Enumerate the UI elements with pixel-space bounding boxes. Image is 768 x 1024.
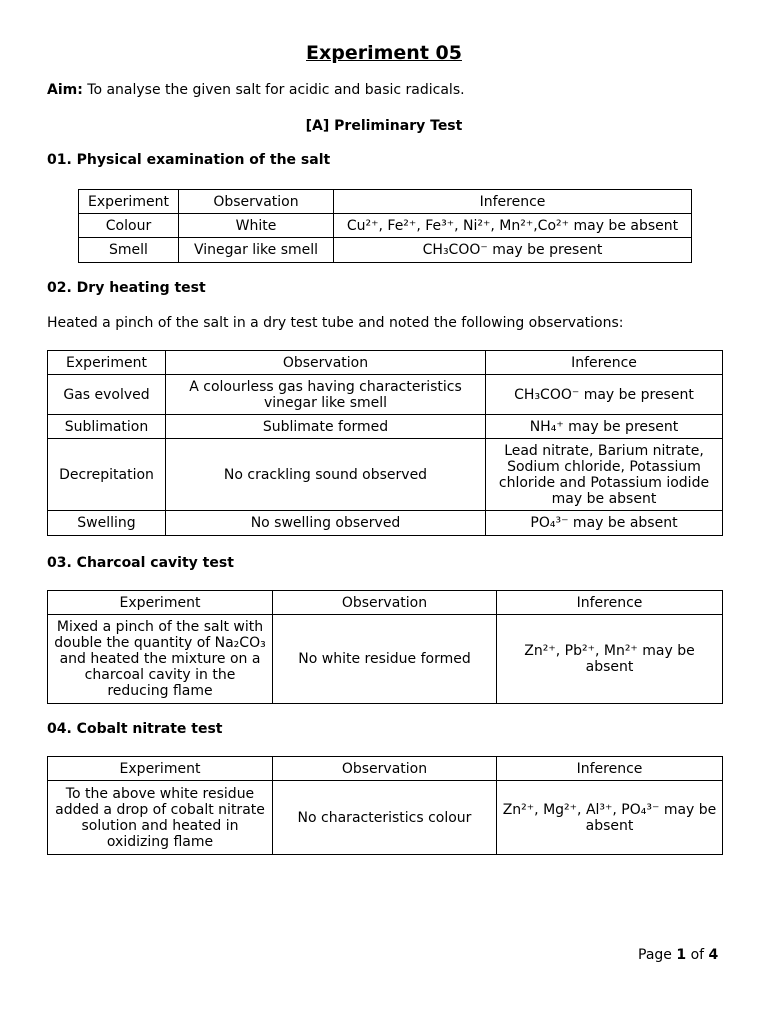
cell-experiment: Colour xyxy=(79,214,179,238)
cell-observation: No white residue formed xyxy=(273,615,497,704)
header-inference: Inference xyxy=(486,351,723,375)
cell-experiment: Decrepitation xyxy=(48,439,166,511)
header-experiment: Experiment xyxy=(48,591,273,615)
page-title: Experiment 05 xyxy=(306,42,462,64)
header-experiment: Experiment xyxy=(48,757,273,781)
cell-observation: Sublimate formed xyxy=(166,415,486,439)
cell-inference: CH₃COO⁻ may be present xyxy=(334,238,692,263)
cell-inference: Zn²⁺, Pb²⁺, Mn²⁺ may be absent xyxy=(497,615,723,704)
table-row xyxy=(48,615,723,704)
table-header-row xyxy=(48,757,723,781)
cell-inference: PO₄³⁻ may be absent xyxy=(486,511,723,536)
header-inference: Inference xyxy=(334,190,692,214)
header-observation: Observation xyxy=(179,190,334,214)
header-observation: Observation xyxy=(166,351,486,375)
cell-observation: No crackling sound observed xyxy=(166,439,486,511)
cell-inference: Lead nitrate, Barium nitrate, Sodium chloride, Potassium chloride and Potassium iodide may be absent xyxy=(486,439,723,511)
table-row xyxy=(48,439,723,511)
of-label: of xyxy=(690,947,705,963)
dry-heating-intro: Heated a pinch of the salt in a dry test tube and noted the following observations: xyxy=(47,315,624,331)
cell-experiment: Gas evolved xyxy=(48,375,166,415)
aim-text: To analyse the given salt for acidic and basic radicals. xyxy=(87,82,465,98)
dry-heating-table xyxy=(47,350,723,536)
table-row xyxy=(48,511,723,536)
section-subtitle: [A] Preliminary Test xyxy=(305,118,463,134)
cell-experiment: Mixed a pinch of the salt with double the quantity of Na₂CO₃ and heated the mixture on a charcoal cavity in the reducing flame xyxy=(48,615,273,704)
cell-experiment: To the above white residue added a drop of cobalt nitrate solution and heated in oxidizing flame xyxy=(48,781,273,855)
table-header-row xyxy=(48,351,723,375)
header-experiment: Experiment xyxy=(48,351,166,375)
page-current: 1 xyxy=(676,947,687,963)
cell-experiment: Swelling xyxy=(48,511,166,536)
charcoal-cavity-table xyxy=(47,590,723,704)
cell-inference: Cu²⁺, Fe²⁺, Fe³⁺, Ni²⁺, Mn²⁺,Co²⁺ may be absent xyxy=(334,214,692,238)
table-row xyxy=(79,238,692,263)
section-heading-charcoal: 03. Charcoal cavity test xyxy=(47,555,234,571)
cell-inference: CH₃COO⁻ may be present xyxy=(486,375,723,415)
physical-exam-table xyxy=(78,189,692,263)
header-inference: Inference xyxy=(497,757,723,781)
cell-experiment: Sublimation xyxy=(48,415,166,439)
cell-experiment: Smell xyxy=(79,238,179,263)
page-total: 4 xyxy=(708,947,719,963)
aim-label: Aim: xyxy=(47,82,83,98)
cell-observation: No swelling observed xyxy=(166,511,486,536)
aim-line xyxy=(47,82,465,98)
header-experiment: Experiment xyxy=(79,190,179,214)
cell-observation: White xyxy=(179,214,334,238)
section-heading-dry-heating: 02. Dry heating test xyxy=(47,280,206,296)
table-row xyxy=(48,375,723,415)
section-heading-cobalt: 04. Cobalt nitrate test xyxy=(47,721,223,737)
page-footer xyxy=(638,947,718,963)
cell-inference: NH₄⁺ may be present xyxy=(486,415,723,439)
table-row xyxy=(79,214,692,238)
header-observation: Observation xyxy=(273,757,497,781)
section-heading-physical: 01. Physical examination of the salt xyxy=(47,152,331,168)
cell-observation: A colourless gas having characteristics vinegar like smell xyxy=(166,375,486,415)
cell-observation: Vinegar like smell xyxy=(179,238,334,263)
table-row xyxy=(48,781,723,855)
header-inference: Inference xyxy=(497,591,723,615)
page-label: Page xyxy=(638,947,672,963)
table-row xyxy=(48,415,723,439)
table-header-row xyxy=(48,591,723,615)
table-header-row xyxy=(79,190,692,214)
cobalt-nitrate-table xyxy=(47,756,723,855)
cell-inference: Zn²⁺, Mg²⁺, Al³⁺, PO₄³⁻ may be absent xyxy=(497,781,723,855)
header-observation: Observation xyxy=(273,591,497,615)
cell-observation: No characteristics colour xyxy=(273,781,497,855)
